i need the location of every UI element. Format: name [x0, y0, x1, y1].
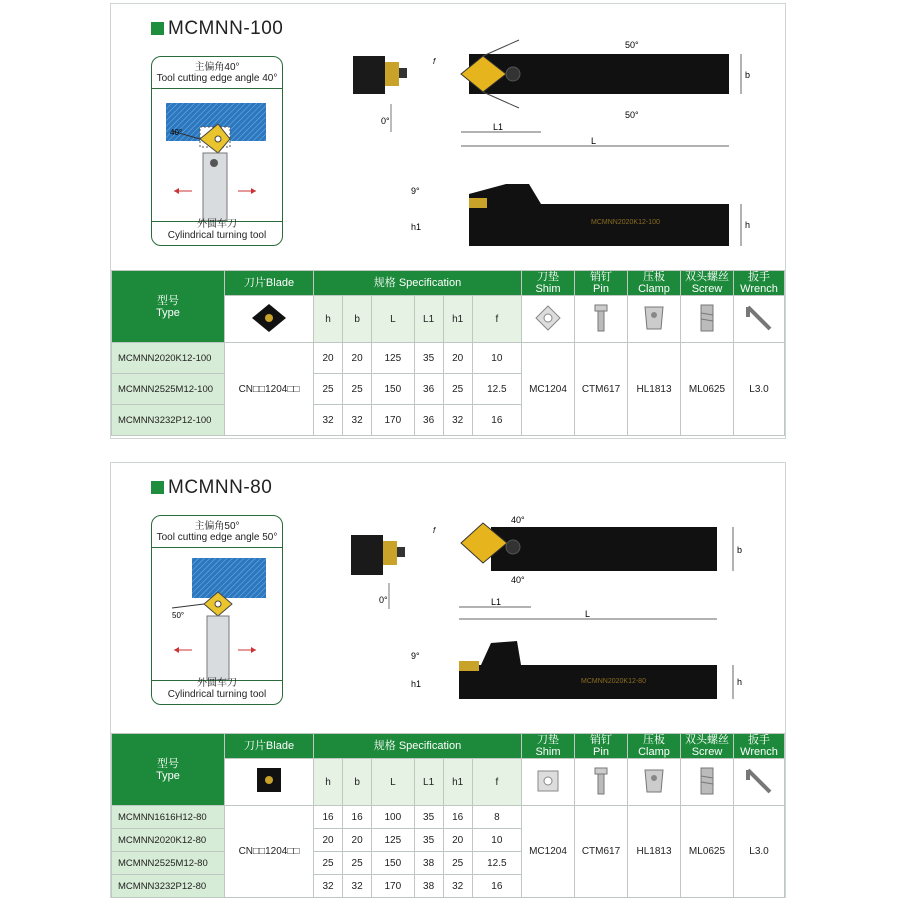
- table-row-type: MCMNN1616H12-80: [112, 806, 225, 829]
- shim-value: MC1204: [522, 343, 575, 436]
- op-cn: 外圆车刀: [197, 678, 237, 689]
- svg-text:h1: h1: [411, 222, 422, 232]
- table-row-type: MCMNN2525M12-80: [112, 852, 225, 875]
- svg-text:f: f: [433, 526, 436, 535]
- wrench-image: [734, 296, 785, 343]
- table-row-type: MCMNN2020K12-80: [112, 829, 225, 852]
- clamp-image: [628, 759, 681, 806]
- svg-text:50°: 50°: [172, 611, 185, 620]
- tool-top-view: [491, 527, 717, 571]
- section-mcmnn-100: [110, 3, 786, 439]
- tool-shank-icon: [207, 616, 229, 680]
- angle-en: Tool cutting edge angle 40°: [156, 73, 278, 84]
- table-row-type: MCMNN3232P12-100: [112, 405, 225, 436]
- clamp-value: HL1813: [628, 343, 681, 436]
- svg-text:L1: L1: [491, 597, 502, 607]
- svg-text:h: h: [745, 220, 751, 230]
- angle-cn: 主偏角40°: [194, 62, 240, 73]
- svg-text:MCMNN2020K12-80: MCMNN2020K12-80: [581, 678, 646, 685]
- svg-text:50°: 50°: [625, 40, 639, 50]
- pin-value: CTM617: [575, 343, 628, 436]
- blade-value: CN□□1204□□: [225, 806, 314, 898]
- section-title: MCMNN-80: [151, 477, 272, 499]
- svg-text:L: L: [591, 136, 597, 146]
- svg-text:h: h: [737, 677, 743, 687]
- tool-end-view: [353, 56, 385, 94]
- cutting-angle-illustration: [152, 89, 282, 221]
- svg-text:f: f: [433, 57, 436, 66]
- op-en: Cylindrical turning tool: [167, 230, 267, 241]
- shim-value: MC1204: [522, 806, 575, 898]
- title-marker-icon: [151, 22, 164, 35]
- svg-text:h1: h1: [411, 679, 422, 689]
- screw-value: ML0625: [681, 343, 734, 436]
- svg-text:40°: 40°: [511, 575, 525, 585]
- blade-image: [225, 296, 314, 343]
- svg-text:MCMNN2020K12-100: MCMNN2020K12-100: [591, 219, 660, 226]
- clamp-image: [628, 296, 681, 343]
- tool-drawing-bottom: [341, 493, 761, 703]
- angle-cn: 主偏角50°: [194, 521, 240, 532]
- workpiece-icon: [192, 558, 266, 598]
- screw-image: [681, 296, 734, 343]
- tool-end-view: [351, 535, 383, 575]
- spec-table-top: 型号 Type 刀片Blade 规格 Specification 刀垫 Shim 销钉 Pin 压板 Clamp 双头螺丝 Screw 扳手 Wrench h b L L1 h1 f MCMNN2020K12-100 CN□□1204□□ 20 20 125 35 20 10 MC1204 CTM617 HL1813 ML0625 L3.0 MCMNN2525M12-100 25 25 150 36 25 12.5 MCMNN3232P12-100 32 32 170 36 32 16: [111, 270, 785, 436]
- table-row-type: MCMNN2020K12-100: [112, 343, 225, 374]
- table-row-type: MCMNN3232P12-80: [112, 875, 225, 898]
- section-mcmnn-80: [110, 462, 786, 898]
- svg-text:L: L: [585, 609, 591, 619]
- svg-text:50°: 50°: [625, 110, 639, 120]
- shim-image: [522, 296, 575, 343]
- svg-text:b: b: [737, 545, 743, 555]
- op-en: Cylindrical turning tool: [167, 689, 267, 700]
- screw-image: [681, 759, 734, 806]
- angle-diagram: [151, 515, 283, 705]
- svg-text:L1: L1: [493, 122, 504, 132]
- angle-en: Tool cutting edge angle 50°: [156, 532, 278, 543]
- svg-text:0°: 0°: [381, 116, 390, 126]
- clamp-value: HL1813: [628, 806, 681, 898]
- svg-text:9°: 9°: [411, 651, 420, 661]
- pin-image: [575, 296, 628, 343]
- svg-text:9°: 9°: [411, 186, 420, 196]
- title-marker-icon: [151, 481, 164, 494]
- svg-text:0°: 0°: [379, 595, 388, 605]
- cutting-angle-illustration: [152, 548, 282, 680]
- table-row-type: MCMNN2525M12-100: [112, 374, 225, 405]
- section-title: MCMNN-100: [151, 18, 283, 40]
- wrench-image: [734, 759, 785, 806]
- svg-text:40°: 40°: [170, 128, 183, 137]
- wrench-value: L3.0: [734, 343, 785, 436]
- blade-value: CN□□1204□□: [225, 343, 314, 436]
- svg-text:40°: 40°: [511, 515, 525, 525]
- pin-value: CTM617: [575, 806, 628, 898]
- tool-drawing-top: [341, 34, 761, 254]
- blade-image: [225, 759, 314, 806]
- pin-image: [575, 759, 628, 806]
- svg-text:b: b: [745, 70, 751, 80]
- wrench-value: L3.0: [734, 806, 785, 898]
- spec-table-bottom: 型号 Type 刀片Blade 规格 Specification 刀垫 Shim 销钉 Pin 压板 Clamp 双头螺丝 Screw 扳手 Wrench h b L L1 h1 f MCMNN1616H12-80 CN□□1204□□ 16 16 100 35 16 8 MC1204 CTM617 HL1813 ML0625 L3.0 MCMNN2020K12-80 20 20 125 35 20 10 MCMNN2525M12-80 25 25 150 38 25 12.5 MCMNN3232P12-80 32 32 170 38 32 16: [111, 733, 785, 898]
- screw-value: ML0625: [681, 806, 734, 898]
- angle-diagram: [151, 56, 283, 246]
- shim-image: [522, 759, 575, 806]
- op-cn: 外圆车刀: [197, 219, 237, 230]
